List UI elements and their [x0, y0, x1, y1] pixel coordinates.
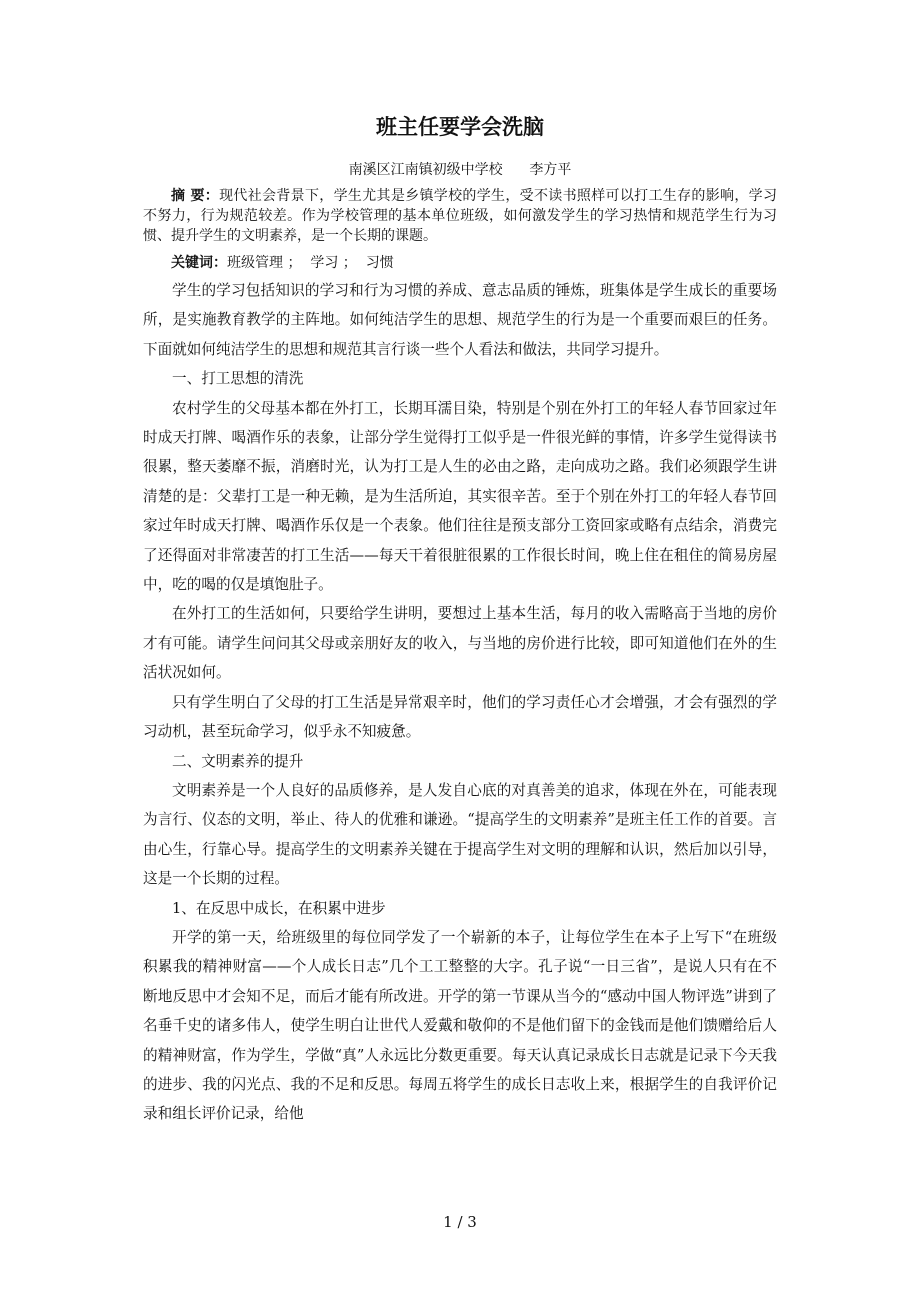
abstract-text: 现代社会背景下，学生尤其是乡镇学校的学生，受不读书照样可以打工生存的影响，学习不努力，行为规范较差。作为学校管理的基本单位班级，如何激发学生的学习热情和规范学生行为习惯、提升学生的文明素养，是一个长期的课题。	[143, 188, 777, 244]
paragraph: 开学的第一天，给班级里的每位同学发了一个崭新的本子，让每位学生在本子上写下“在班级积累我的精神财富——个人成长日志”几个工工整整的大字。孔子说“一日三省”，是说人只有在不断地反思中才会知不足，而后才能有所改进。开学的第一节课从当今的“感动中国人物评选”讲到了名垂千史的诸多伟人，使学生明白让世代人爱戴和敬仰的不是他们留下的金钱而是他们馈赠给后人的精神财富，作为学生，学做“真”人永远比分数更重要。每天认真记录成长日志就是记录下今天我的进步、我的闪光点、我的不足和反思。每周五将学生的成长日志收上来，根据学生的自我评价记录和组长评价记录，给他	[143, 928, 777, 1123]
abstract-label: 摘 要：	[171, 188, 220, 204]
paragraph: 农村学生的父母基本都在外打工，长期耳濡目染，特别是个别在外打工的年轻人春节回家过年时成天打牌、喝酒作乐的表象，让部分学生觉得打工似乎是一件很光鲜的事情，许多学生觉得读书很累，整天萎靡不振，消磨时光，认为打工是人生的必由之路，走向成功之路。我们必须跟学生讲清楚的是：父辈打工是一种无赖，是为生活所迫，其实很辛苦。至于个别在外打工的年轻人春节回家过年时成天打牌、喝酒作乐仅是一个表象。他们往往是预支部分工资回家或略有点结余，消费完了还得面对非常凄苦的打工生活——每天干着很脏很累的工作很长时间，晚上住在租住的简易房屋中，吃的喝的仅是填饱肚子。	[143, 399, 777, 594]
keywords-label: 关键词：	[171, 255, 227, 271]
document-title: 班主任要学会洗脑	[376, 115, 544, 139]
paragraph: 文明素养是一个人良好的品质修养，是人发自心底的对真善美的追求，体现在外在，可能表现为言行、仪态的文明，举止、待人的优雅和谦逊。“提高学生的文明素养”是班主任工作的首要。言由心生，行靠心导。提高学生的文明素养关键在于提高学生对文明的理解和认识，然后加以引导，这是一个长期的过程。	[143, 781, 777, 888]
section-heading: 一、打工思想的清洗	[172, 370, 304, 388]
paragraph: 只有学生明白了父母的打工生活是异常艰辛时，他们的学习责任心才会增强，才会有强烈的学习动机，甚至玩命学习，似乎永不知疲惫。	[143, 693, 777, 741]
abstract	[143, 186, 777, 246]
paragraph: 学生的学习包括知识的学习和行为习惯的养成、意志品质的锤炼，班集体是学生成长的重要场所，是实施教育教学的主阵地。如何纯洁学生的思想、规范学生的行为是一个重要而艰巨的任务。下面就如何纯洁学生的思想和规范其言行谈一些个人看法和做法，共同学习提升。	[143, 282, 777, 358]
keywords	[171, 253, 394, 273]
keywords-text: 班级管理 ； 学习 ； 习惯	[227, 255, 394, 271]
section-heading: 二、文明素养的提升	[172, 752, 304, 770]
subsection-heading: 1、在反思中成长，在积累中进步	[172, 899, 386, 917]
paragraph: 在外打工的生活如何，只要给学生讲明，要想过上基本生活，每月的收入需略高于当地的房价才有可能。请学生问问其父母或亲朋好友的收入，与当地的房价进行比较，即可知道他们在外的生活状况如何。	[143, 605, 777, 682]
body-text	[143, 276, 777, 1129]
author-line: 南溪区江南镇初级中学校 李方平	[348, 162, 572, 178]
page-number: 1 / 3	[443, 1213, 477, 1231]
